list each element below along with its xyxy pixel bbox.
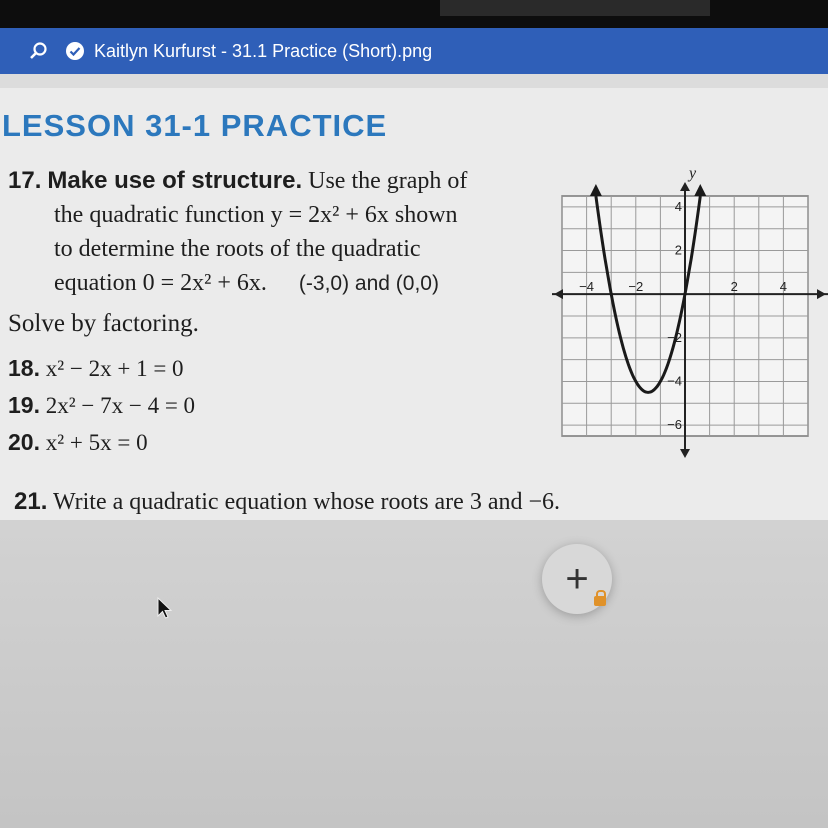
y-axis-label: y	[689, 165, 697, 182]
y-tick-label: 4	[674, 198, 682, 214]
add-button-label: +	[565, 556, 589, 601]
exercise-equation: x² − 2x + 1 = 0	[45, 356, 184, 381]
problem-17	[8, 164, 467, 301]
window-titlebar	[0, 28, 828, 74]
parabola-graph	[552, 150, 828, 470]
x-tick-label: −4	[579, 279, 595, 295]
problem-17-lead: Make use of structure.	[47, 167, 303, 194]
problem-17-line2: the quadratic function y = 2x² + 6x shown	[54, 202, 458, 228]
exercise-18	[8, 350, 195, 387]
x-axis-arrow-left	[554, 289, 563, 299]
y-tick-label: 2	[674, 242, 682, 258]
problem-17-line1: Use the graph of	[302, 168, 468, 194]
exercise-20	[8, 424, 195, 461]
add-button[interactable]	[542, 544, 612, 614]
y-axis-arrow-down	[680, 449, 690, 458]
screen-glare	[440, 0, 710, 16]
document-image	[0, 88, 828, 520]
x-tick-label: 4	[779, 279, 788, 295]
exercise-equation: 2x² − 7x − 4 = 0	[45, 393, 196, 418]
problem-21-text: Write a quadratic equation whose roots are 3 and −6.	[52, 489, 561, 515]
lock-icon	[594, 596, 606, 606]
solve-instruction: Solve by factoring.	[8, 310, 199, 337]
y-tick-label: −6	[667, 417, 682, 433]
mouse-cursor-icon	[156, 596, 174, 625]
problem-21	[14, 488, 560, 516]
graph-svg	[552, 150, 828, 470]
screen-area	[0, 74, 828, 828]
exercise-number: 18.	[8, 355, 40, 381]
y-axis-arrow-up	[680, 182, 690, 191]
window-title: Kaitlyn Kurfurst - 31.1 Practice (Short).png	[94, 40, 433, 61]
exercise-list	[8, 350, 195, 461]
problem-17-number: 17.	[8, 167, 42, 194]
exercise-number: 20.	[8, 429, 40, 455]
curve-arrow-right	[694, 184, 706, 196]
exercise-equation: x² + 5x = 0	[45, 430, 148, 455]
handwritten-answer: (-3,0) and (0,0)	[298, 272, 439, 295]
x-tick-label: −2	[628, 279, 644, 295]
y-tick-label: −2	[667, 329, 682, 345]
y-tick-label: −4	[667, 373, 682, 389]
monitor-bezel	[0, 0, 828, 28]
curve-arrow-left	[590, 184, 602, 196]
lesson-heading: LESSON 31-1 PRACTICE	[2, 108, 388, 143]
exercise-19	[8, 387, 195, 424]
problem-21-number: 21.	[14, 488, 48, 515]
x-axis-arrow-right	[817, 289, 826, 299]
shield-check-icon	[64, 40, 86, 62]
exercise-number: 19.	[8, 392, 40, 418]
x-tick-label: 2	[730, 279, 738, 295]
search-icon[interactable]	[28, 40, 50, 62]
problem-17-line4: equation 0 = 2x² + 6x.	[54, 270, 267, 296]
problem-17-line3: to determine the roots of the quadratic	[54, 236, 421, 262]
